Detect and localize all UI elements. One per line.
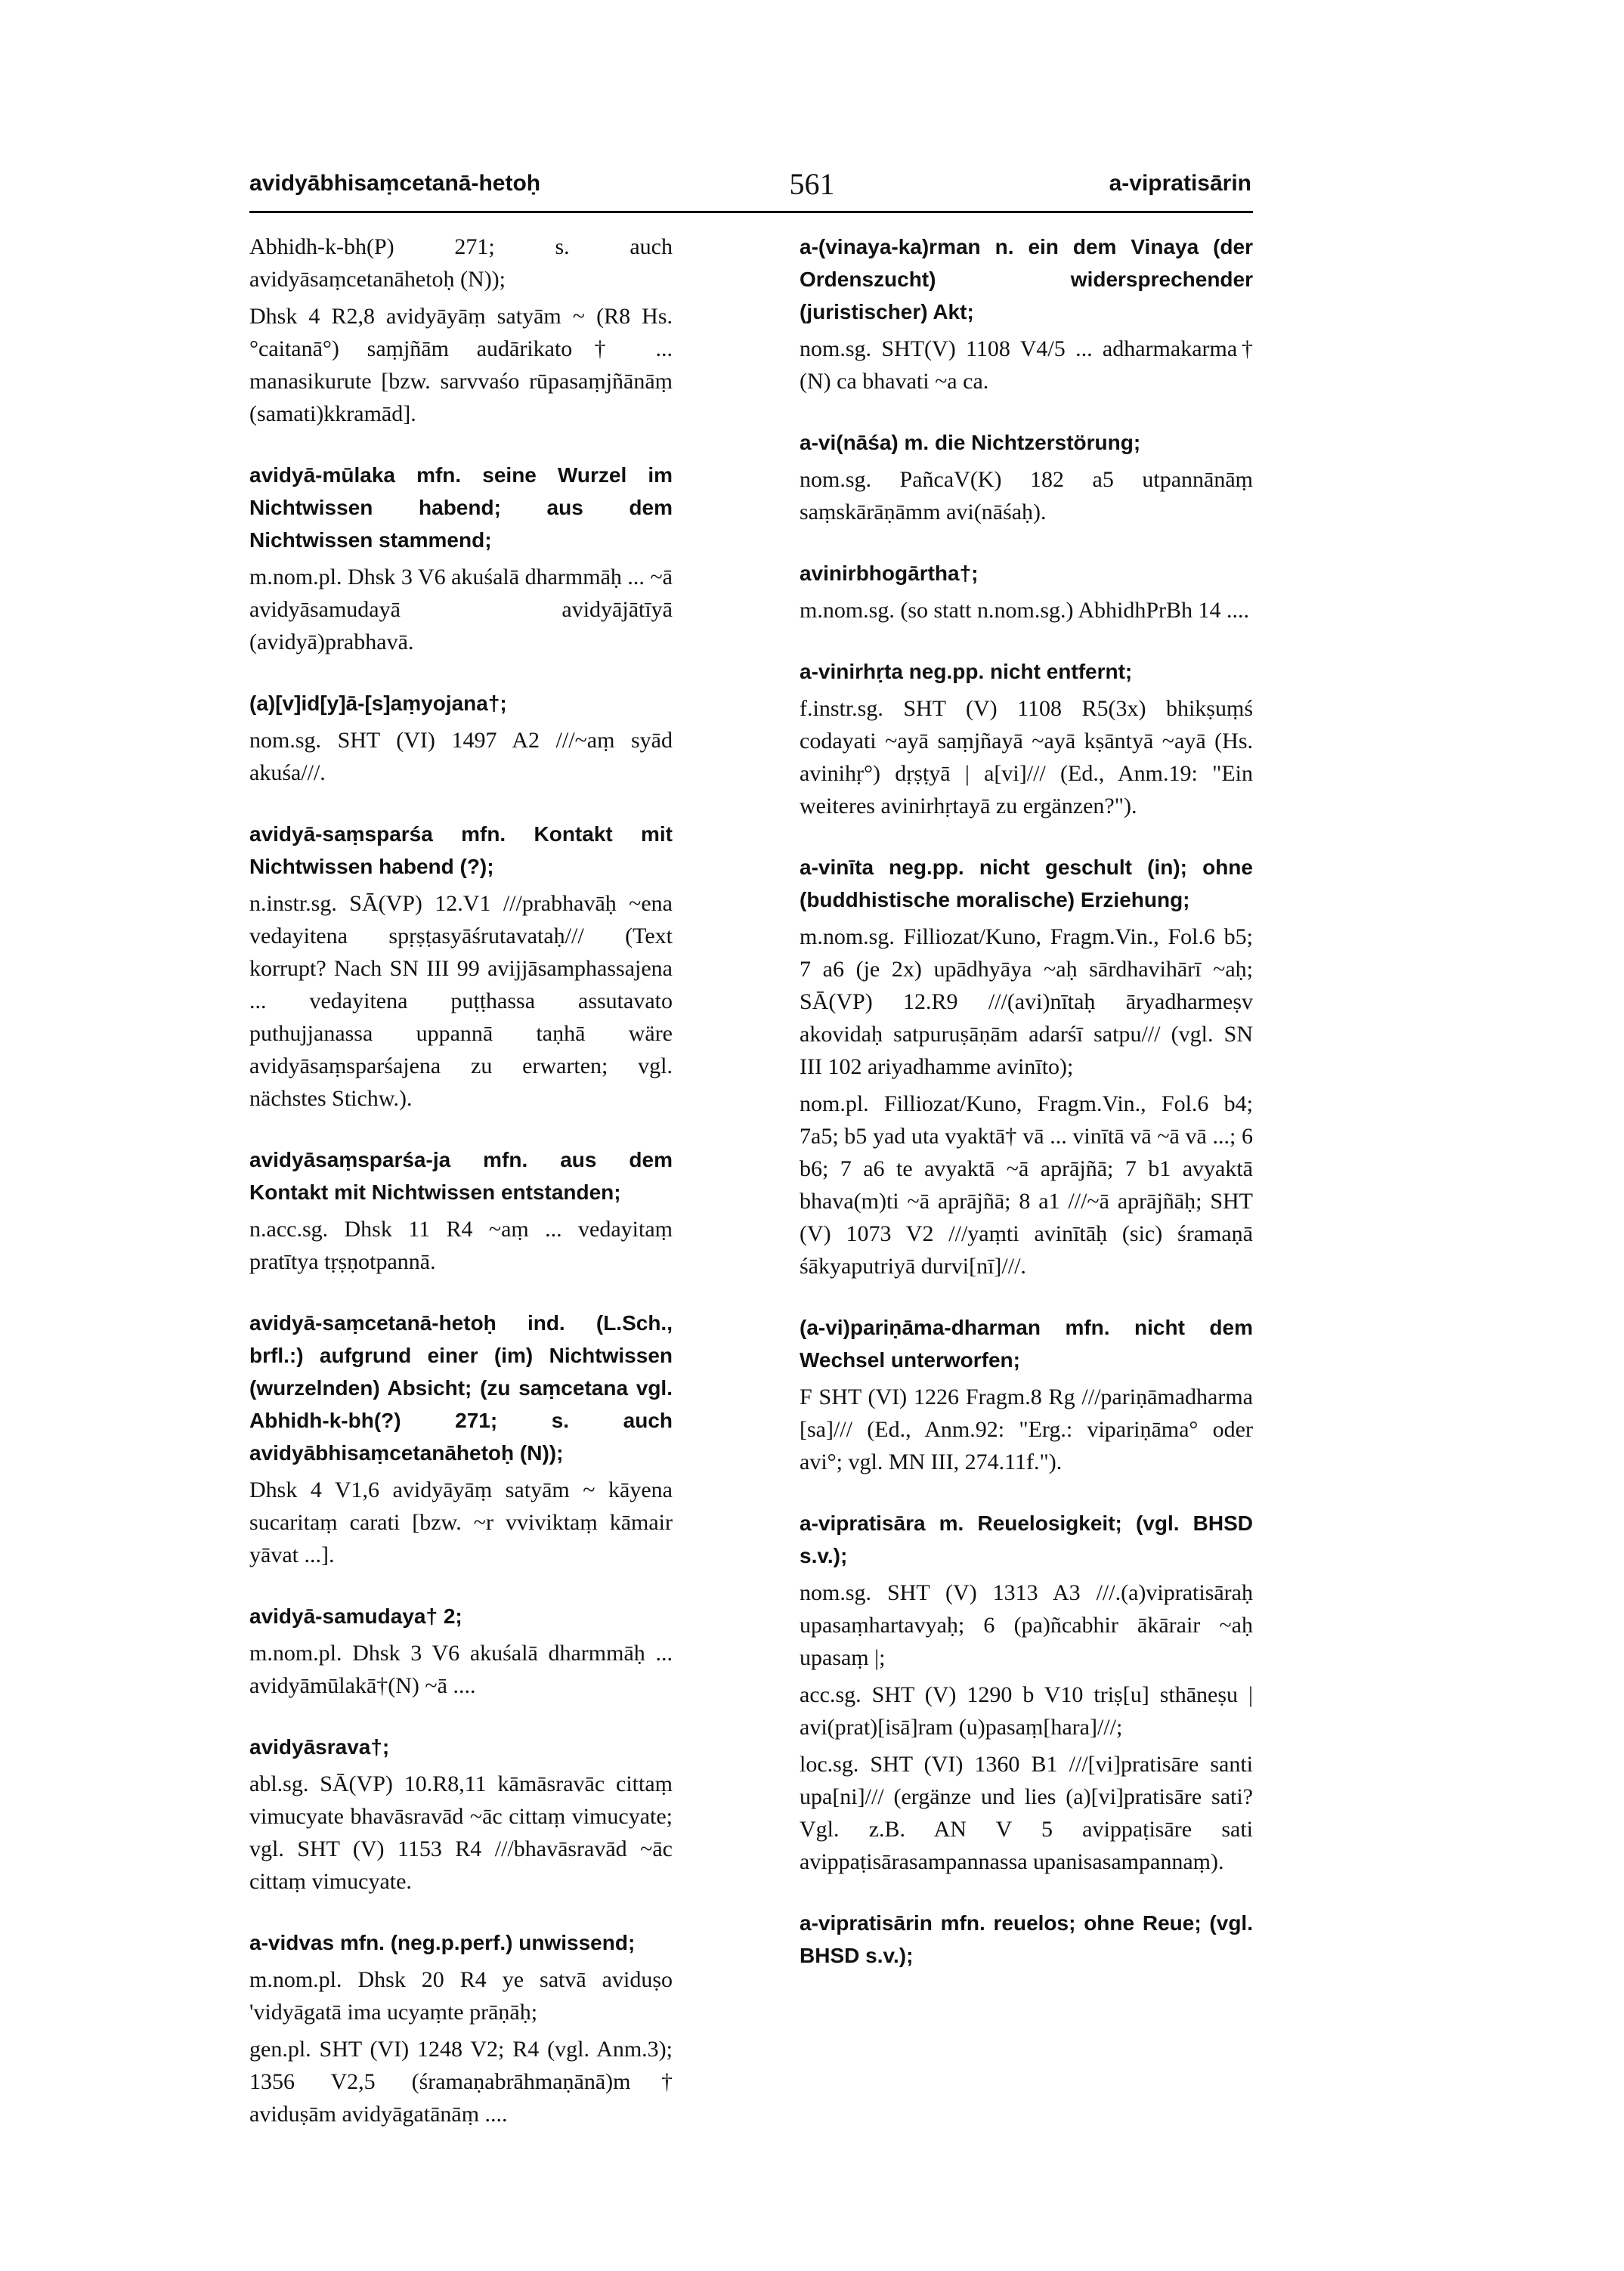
entry-headword: a-vinirhṛta neg.pp. nicht entfernt;: [800, 660, 1133, 683]
entry-line: m.nom.sg. (so statt n.nom.sg.) AbhidhPrBh 14 ....: [800, 598, 1250, 623]
dictionary-entry: [800, 1907, 1253, 1972]
entry-headword: a-vidvas mfn. (neg.p.perf.) unwissend;: [249, 1931, 636, 1954]
dictionary-entry: [249, 1143, 673, 1278]
dictionary-entry: [800, 1311, 1253, 1478]
dictionary-entry: [249, 459, 673, 658]
entry-line: F SHT (VI) 1226 Fragm.8 Rg ///pariṇāmadharma [sa]/// (Ed., Anm.92: "Erg.: vipariṇāma° oder avi°; vgl. MN III, 274.11f.").: [800, 1385, 1253, 1474]
page-header: [0, 160, 1624, 206]
entry-headword: a-vi(nāśa) m. die Nichtzerstörung;: [800, 431, 1141, 454]
entry-line: acc.sg. SHT (V) 1290 b V10 triṣ[u] sthāneṣu | avi(prat)[isā]ram (u)pasaṃ[hara]///;: [800, 1682, 1253, 1740]
dictionary-entry: [249, 1600, 673, 1702]
entry-headword: a-vinīta neg.pp. nicht geschult (in); ohne (buddhistische moralische) Erziehung;: [800, 855, 1253, 911]
running-head-right: a-vipratisārin: [1109, 171, 1251, 196]
entry-line: m.nom.pl. Dhsk 3 V6 akuśalā dharmmāḥ ... ~ā avidyāsamudayā avidyājātīyā (avidyā)prabhavā.: [249, 565, 673, 654]
dictionary-entry: [800, 557, 1253, 627]
entry-line: m.nom.pl. Dhsk 20 R4 ye satvā aviduṣo 'vidyāgatā ima ucyaṃte prāṇāḥ;: [249, 1967, 673, 2025]
entry-headword: avidyāsaṃsparśa-ja mfn. aus dem Kontakt mit Nichtwissen entstanden;: [249, 1148, 673, 1204]
entry-line: nom.sg. SHT(V) 1108 V4/5 ... adharmakarma† (N) ca bhavati ~a ca.: [800, 336, 1253, 394]
entry-line: f.instr.sg. SHT (V) 1108 R5(3x) bhikṣuṃś codayati ~ayā saṃjñayā ~ayā kṣāntyā ~ayā (Hs. avinihṛ°) dṛṣṭyā | a[vi]/// (Ed., Anm.19: "Ein weiteres avinirhṛtayā zu ergänzen?").: [800, 696, 1253, 818]
dictionary-entry: [249, 1731, 673, 1898]
entry-headword: (a-vi)pariṇāma-dharman mfn. nicht dem Wechsel unterworfen;: [800, 1316, 1253, 1372]
entry-line: Dhsk 4 R2,8 avidyāyāṃ satyām ~ (R8 Hs. °caitanā°) saṃjñām audārikato† ... manasikurute [bzw. sarvvaśo rūpasaṃjñānāṃ (samati)kkramād].: [249, 304, 673, 426]
entry-headword: a-vipratisāra m. Reuelosigkeit; (vgl. BHSD s.v.);: [800, 1511, 1253, 1567]
dictionary-entry: [800, 851, 1253, 1282]
dictionary-entry: [800, 231, 1253, 398]
entry-line: gen.pl. SHT (VI) 1248 V2; R4 (vgl. Anm.3); 1356 V2,5 (śramaṇabrāhmaṇānā)m† aviduṣām avidyāgatānāṃ ....: [249, 2037, 673, 2127]
entry-line: n.instr.sg. SĀ(VP) 12.V1 ///prabhavāḥ ~ena vedayitena spṛṣṭasyāśrutavataḥ/// (Text korrupt? Nach SN III 99 avijjāsamphassajena ... vedayitena puṭṭhassa assutavato puthujjanassa uppannā taṇhā wäre avidyāsaṃsparśajena zu erwarten; vgl. nächstes Stichw.).: [249, 891, 673, 1111]
dictionary-entry: [800, 1507, 1253, 1878]
entry-headword: avidyā-saṃsparśa mfn. Kontakt mit Nichtwissen habend (?);: [249, 822, 673, 878]
entry-headword: avidyā-samudaya† 2;: [249, 1604, 462, 1628]
dictionary-entry: [800, 655, 1253, 822]
entry-line: Dhsk 4 V1,6 avidyāyāṃ satyām ~ kāyena sucaritaṃ carati [bzw. ~r vviviktaṃ kāmair yāvat ...].: [249, 1477, 673, 1567]
running-head-left: avidyābhisaṃcetanā-hetoḥ: [249, 171, 541, 196]
entry-line: nom.sg. PañcaV(K) 182 a5 utpannānāṃ saṃskārāṇāmm avi(nāśaḥ).: [800, 467, 1253, 524]
header-rule: [249, 211, 1253, 213]
right-column: [800, 231, 1253, 2000]
dictionary-entry: [249, 231, 673, 430]
entry-headword: avidyā-saṃcetanā-hetoḥ ind. (L.Sch., brfl.:) aufgrund einer (im) Nichtwissen (wurzelnden) Absicht; (zu saṃcetana vgl. Abhidh-k-bh(?) 271; s. auch avidyābhisaṃcetanāhetoḥ (N));: [249, 1311, 673, 1465]
dictionary-entry: [249, 1307, 673, 1571]
entry-line: nom.pl. Filliozat/Kuno, Fragm.Vin., Fol.6 b4; 7a5; b5 yad uta vyaktā† vā ... vinītā vā ~ā vā ...; 6 b6; 7 a6 te avyaktā ~ā aprājñā; 7 b1 avyaktā bhava(m)ti ~ā aprājñā; 8 a1 ///~ā aprājñāḥ; SHT (V) 1073 V2 ///yaṃti avinītāḥ (sic) śramaṇā śākyaputriyā durvi[nī]///.: [800, 1091, 1253, 1279]
entry-headword: (a)[v]id[y]ā-[s]aṃyojana†;: [249, 692, 507, 715]
dictionary-entry: [249, 687, 673, 789]
entry-line: nom.sg. SHT (VI) 1497 A2 ///~aṃ syād akuśa///.: [249, 728, 673, 785]
entry-headword: a-vipratisārin mfn. reuelos; ohne Reue; (vgl. BHSD s.v.);: [800, 1911, 1253, 1967]
entry-line: loc.sg. SHT (VI) 1360 B1 ///[vi]pratisāre santi upa[ni]/// (ergänze und lies (a)[vi]pratisāre sati? Vgl. z.B. AN V 5 avippaṭisāre sati avippaṭisārasampannassa upanisasampannaṃ).: [800, 1752, 1253, 1874]
dictionary-entry: [249, 818, 673, 1115]
dictionary-entry: [249, 1926, 673, 2130]
entry-line: m.nom.pl. Dhsk 3 V6 akuśalā dharmmāḥ ... avidyāmūlakā†(N) ~ā ....: [249, 1641, 673, 1698]
entry-line: abl.sg. SĀ(VP) 10.R8,11 kāmāsravāc cittaṃ vimucyate bhavāsravād ~āc cittaṃ vimucyate; vgl. SHT (V) 1153 R4 ///bhavāsravād ~āc cittaṃ vimucyate.: [249, 1771, 673, 1894]
entry-line: m.nom.sg. Filliozat/Kuno, Fragm.Vin., Fol.6 b5; 7 a6 (je 2x) upādhyāya ~aḥ sārdhavihārī ~aḥ; SĀ(VP) 12.R9 ///(avi)nītaḥ āryadharmeṣv akovidaḥ satpuruṣāṇām adarśī satpu/// (vgl. SN III 102 ariyadhamme avinīto);: [800, 924, 1253, 1079]
page-number: 561: [789, 167, 835, 201]
dictionary-entry: [800, 426, 1253, 528]
entry-line: Abhidh-k-bh(P) 271; s. auch avidyāsaṃcetanāhetoḥ (N));: [249, 234, 673, 292]
entry-line: nom.sg. SHT (V) 1313 A3 ///.(a)vipratisāraḥ upasaṃhartavyaḥ; 6 (pa)ñcabhir ākārair ~aḥ upasaṃ |;: [800, 1580, 1253, 1670]
entry-headword: avidyāsrava†;: [249, 1735, 390, 1759]
entry-headword: a-(vinaya-ka)rman n. ein dem Vinaya (der Ordenszucht) widersprechender (juristischer) Akt;: [800, 235, 1253, 323]
entry-line: n.acc.sg. Dhsk 11 R4 ~aṃ ... vedayitaṃ pratītya tṛṣṇotpannā.: [249, 1217, 673, 1274]
left-column: [249, 231, 673, 2159]
entry-headword: avinirbhogārtha†;: [800, 562, 979, 585]
entry-headword: avidyā-mūlaka mfn. seine Wurzel im Nichtwissen habend; aus dem Nichtwissen stammend;: [249, 463, 673, 552]
